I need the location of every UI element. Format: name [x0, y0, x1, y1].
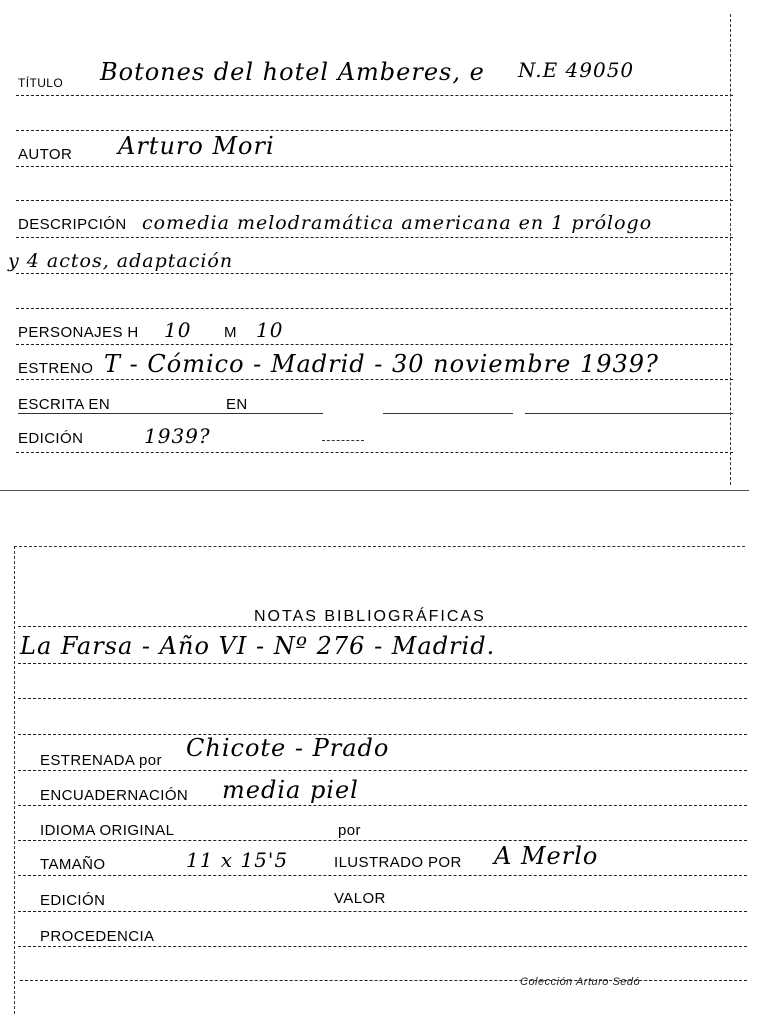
autor-value: Arturo Mori: [118, 132, 275, 160]
rule-line: [16, 95, 733, 96]
ilustrado-value: A Merlo: [494, 842, 599, 870]
tamano-value: 11 x 15'5: [186, 848, 289, 872]
personajes-label: PERSONAJES H: [18, 324, 139, 341]
inventory-number: N.E 49050: [518, 58, 635, 82]
encuadernacion-label: ENCUADERNACIÓN: [40, 787, 189, 804]
estreno-label: ESTRENO: [18, 360, 94, 377]
pencil-mark: [322, 440, 364, 441]
rule-line: [16, 344, 733, 345]
rule-line: [16, 200, 733, 201]
rule-line: [18, 663, 747, 664]
collection-stamp: Colección Arturo Sedó: [520, 976, 641, 988]
valor-label: VALOR: [334, 890, 386, 907]
titulo-value: Botones del hotel Amberes, e: [100, 58, 485, 86]
tamano-label: TAMAÑO: [40, 856, 106, 873]
card-bottom-edge: [0, 490, 749, 491]
rule-segment: [383, 413, 513, 414]
rule-line: [16, 166, 733, 167]
estrenada-value: Chicote - Prado: [186, 734, 390, 762]
edicion-label: EDICIÓN: [40, 892, 106, 909]
por-label: por: [338, 822, 361, 839]
escrita-en-label: EN: [226, 396, 248, 413]
notas-heading: NOTAS BIBLIOGRÁFICAS: [254, 608, 486, 625]
rule-line: [18, 911, 747, 912]
titulo-label: TÍTULO: [18, 76, 64, 90]
estrenada-label: ESTRENADA por: [40, 752, 162, 769]
edicion-label: EDICIÓN: [18, 430, 84, 447]
rule-line: [18, 626, 747, 627]
card-left-border: [14, 546, 15, 1014]
rule-segment: [525, 413, 733, 414]
rule-line: [16, 308, 733, 309]
autor-label: AUTOR: [18, 146, 73, 163]
catalog-card-bottom: [0, 540, 759, 1028]
rule-line: [18, 840, 747, 841]
ilustrado-label: ILUSTRADO POR: [334, 854, 462, 871]
rule-line: [18, 698, 747, 699]
estreno-value: T - Cómico - Madrid - 30 noviembre 1939?: [104, 350, 659, 378]
rule-line: [16, 452, 733, 453]
encuadernacion-value: media piel: [222, 776, 359, 804]
personajes-h-value: 10: [164, 318, 192, 342]
card-right-border: [730, 14, 731, 485]
rule-line: [16, 237, 733, 238]
descripcion-label: DESCRIPCIÓN: [18, 216, 127, 233]
edicion-value: 1939?: [144, 424, 211, 448]
notas-value: La Farsa - Año VI - Nº 276 - Madrid.: [20, 632, 496, 660]
rule-line: [18, 875, 747, 876]
idioma-label: IDIOMA ORIGINAL: [40, 822, 175, 839]
rule-line: [16, 273, 733, 274]
rule-line: [18, 770, 747, 771]
rule-line: [18, 805, 747, 806]
rule-line: [18, 946, 747, 947]
rule-line: [16, 130, 733, 131]
rule-segment: [18, 413, 323, 414]
descripcion-line-1: comedia melodramática americana en 1 prólogo: [142, 212, 653, 234]
descripcion-line-2: y 4 actos, adaptación: [8, 250, 234, 272]
personajes-m-value: 10: [256, 318, 284, 342]
procedencia-label: PROCEDENCIA: [40, 928, 155, 945]
catalog-card-top: [0, 0, 759, 495]
escrita-label: ESCRITA EN: [18, 396, 111, 413]
personajes-m-label: M: [224, 324, 237, 341]
rule-line: [16, 379, 733, 380]
card-top-edge: [14, 546, 745, 547]
